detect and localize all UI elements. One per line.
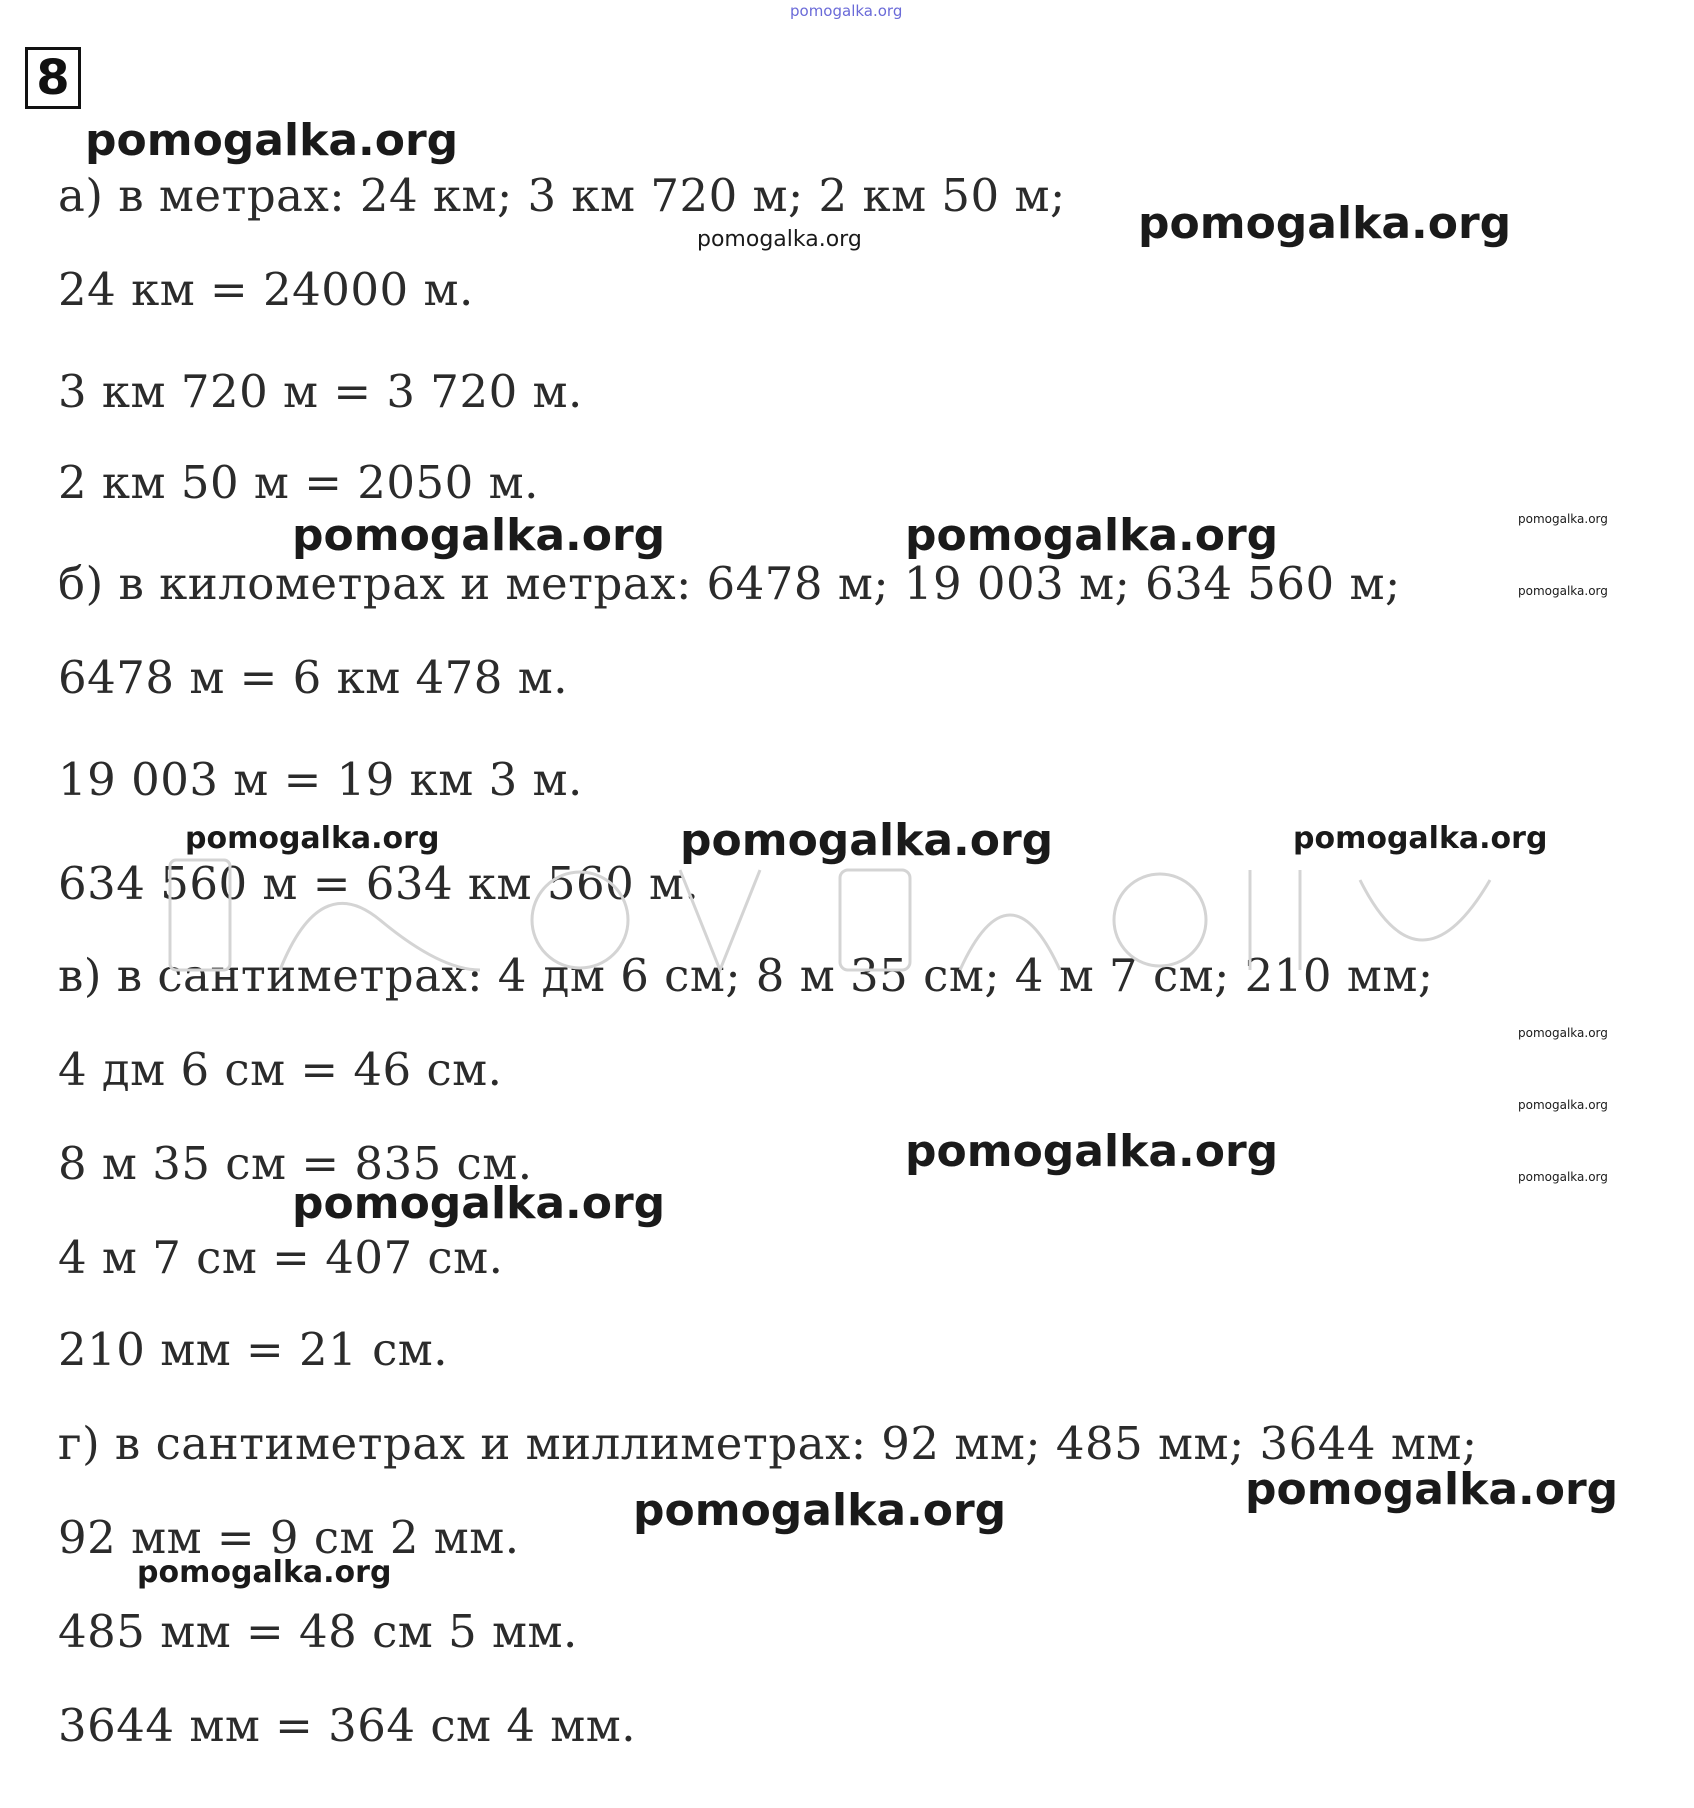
watermark: pomogalka.org (905, 510, 1279, 561)
watermark: pomogalka.org (680, 815, 1054, 866)
section-b-answer-2: 19 003 м = 19 км 3 м. (58, 753, 583, 806)
section-c-answer-2: 8 м 35 см = 835 см. (58, 1137, 533, 1190)
section-b-answer-1: 6478 м = 6 км 478 м. (58, 651, 569, 704)
watermark: pomogalka.org (1518, 512, 1608, 526)
section-c-header: в) в сантиметрах: 4 дм 6 см; 8 м 35 см; 4 м 7 см; 210 мм; (58, 949, 1434, 1002)
section-d-answer-2: 485 мм = 48 см 5 мм. (58, 1605, 578, 1658)
watermark: pomogalka.org (633, 1485, 1007, 1536)
watermark: pomogalka.org (905, 1126, 1279, 1177)
section-c-answer-1: 4 дм 6 см = 46 см. (58, 1043, 503, 1096)
section-b-answer-3: 634 560 м = 634 км 560 м. (58, 857, 700, 910)
section-d-answer-1: 92 мм = 9 см 2 мм. (58, 1511, 520, 1564)
section-a-answer-1: 24 км = 24000 м. (58, 263, 474, 316)
section-c-answer-3: 4 м 7 см = 407 см. (58, 1231, 504, 1284)
watermark: pomogalka.org (1245, 1464, 1619, 1515)
watermark: pomogalka.org (1518, 584, 1608, 598)
top-watermark: pomogalka.org (790, 2, 903, 20)
section-a-answer-3: 2 км 50 м = 2050 м. (58, 456, 539, 509)
watermark: pomogalka.org (292, 510, 666, 561)
watermark: pomogalka.org (85, 115, 459, 166)
section-d-answer-3: 3644 мм = 364 см 4 мм. (58, 1699, 637, 1752)
watermark: pomogalka.org (1293, 821, 1548, 856)
watermark: pomogalka.org (137, 1555, 392, 1590)
problem-number: 8 (25, 47, 81, 109)
section-a-answer-2: 3 км 720 м = 3 720 м. (58, 365, 583, 418)
watermark: pomogalka.org (292, 1178, 666, 1229)
section-c-answer-4: 210 мм = 21 см. (58, 1323, 449, 1376)
watermark: pomogalka.org (1518, 1170, 1608, 1184)
watermark: pomogalka.org (1138, 198, 1512, 249)
section-d-header: г) в сантиметрах и миллиметрах: 92 мм; 485 мм; 3644 мм; (58, 1417, 1478, 1470)
watermark: pomogalka.org (185, 821, 440, 856)
section-b-header: б) в километрах и метрах: 6478 м; 19 003 м; 634 560 м; (58, 557, 1401, 610)
section-a-header: а) в метрах: 24 км; 3 км 720 м; 2 км 50 м; (58, 169, 1066, 222)
watermark: pomogalka.org (1518, 1098, 1608, 1112)
watermark: pomogalka.org (1518, 1026, 1608, 1040)
watermark: pomogalka.org (697, 227, 862, 252)
